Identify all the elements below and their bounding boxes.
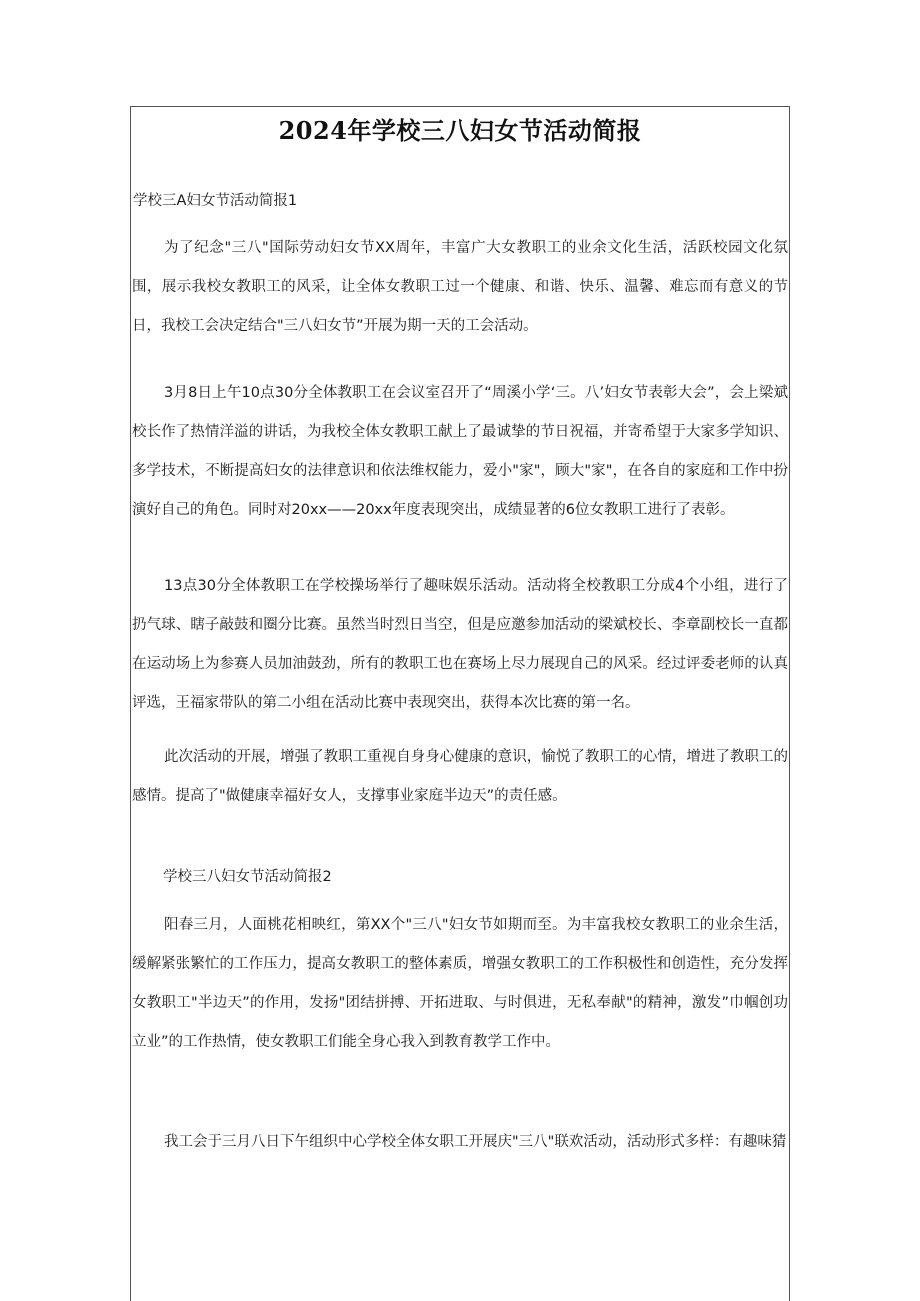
paragraph: 阳春三月，人面桃花相映红，第XX个"三八"妇女节如期而至。为丰富我校女教职工的业余生活，缓解紧张繁忙的工作压力，提高女教职工的整体素质，增强女教职工的工作积极性和创造性，充分发挥女教职工"半边天”的作用，发扬"团结拼搏、开拓进取、与时俱进，无私奉献"的精神，激发”巾帼创功立业”的工作热情，使女教职工们能全身心我入到教育教学工作中。 <box>132 917 788 1050</box>
paragraph: 为了纪念"三八"国际劳动妇女节XX周年，丰富广大女教职工的业余文化生活，活跃校园文化氛围，展示我校女教职工的风采，让全体女教职工过一个健康、和谐、快乐、温馨、难忘而有意义的节日，我校工会决定结合"三八妇女节”开展为期一天的工会活动。 <box>132 240 788 334</box>
section-heading-2: 学校三八妇女节活动简报2 <box>163 869 332 885</box>
paragraph: 3月8日上午10点30分全体教职工在会议室召开了“周溪小学‘三。八’妇女节表彰大会”，会上梁斌校长作了热情洋溢的讲话，为我校全体女教职工献上了最诚挚的节日祝福，并寄希望于大家多学知识、多学技术，不断提高妇女的法律意识和依法维权能力，爱小"家"，顾大"家"，在各自的家庭和工作中扮演好自己的角色。同时对20xx——20xx年度表现突出，成绩显著的6位女教职工进行了表彰。 <box>132 385 788 518</box>
paragraph: 此次活动的开展，增强了教职工重视自身身心健康的意识，愉悦了教职工的心情，增进了教职工的感情。提高了"做健康幸福好女人，支撑事业家庭半边天”的责任感。 <box>132 749 788 804</box>
document-title: 2024年学校三八妇女节活动简报 <box>278 116 642 145</box>
paragraph: 13点30分全体教职工在学校操场举行了趣味娱乐活动。活动将全校教职工分成4个小组，进行了扔气球、瞎子敲鼓和圈分比赛。虽然当时烈日当空，但是应邀参加活动的梁斌校长、李章副校长一直都在运动场上为参赛人员加油鼓劲，所有的教职工也在赛场上尽力展现自己的风采。经过评委老师的认真评选，王福家带队的第二小组在活动比赛中表现突出，获得本次比赛的第一名。 <box>132 578 788 711</box>
section-heading-1: 学校三A妇女节活动简报1 <box>133 193 298 209</box>
paragraph: 我工会于三月八日下午组织中心学校全体女职工开展庆"三八"联欢活动，活动形式多样：有趣味猜 <box>164 1134 787 1150</box>
